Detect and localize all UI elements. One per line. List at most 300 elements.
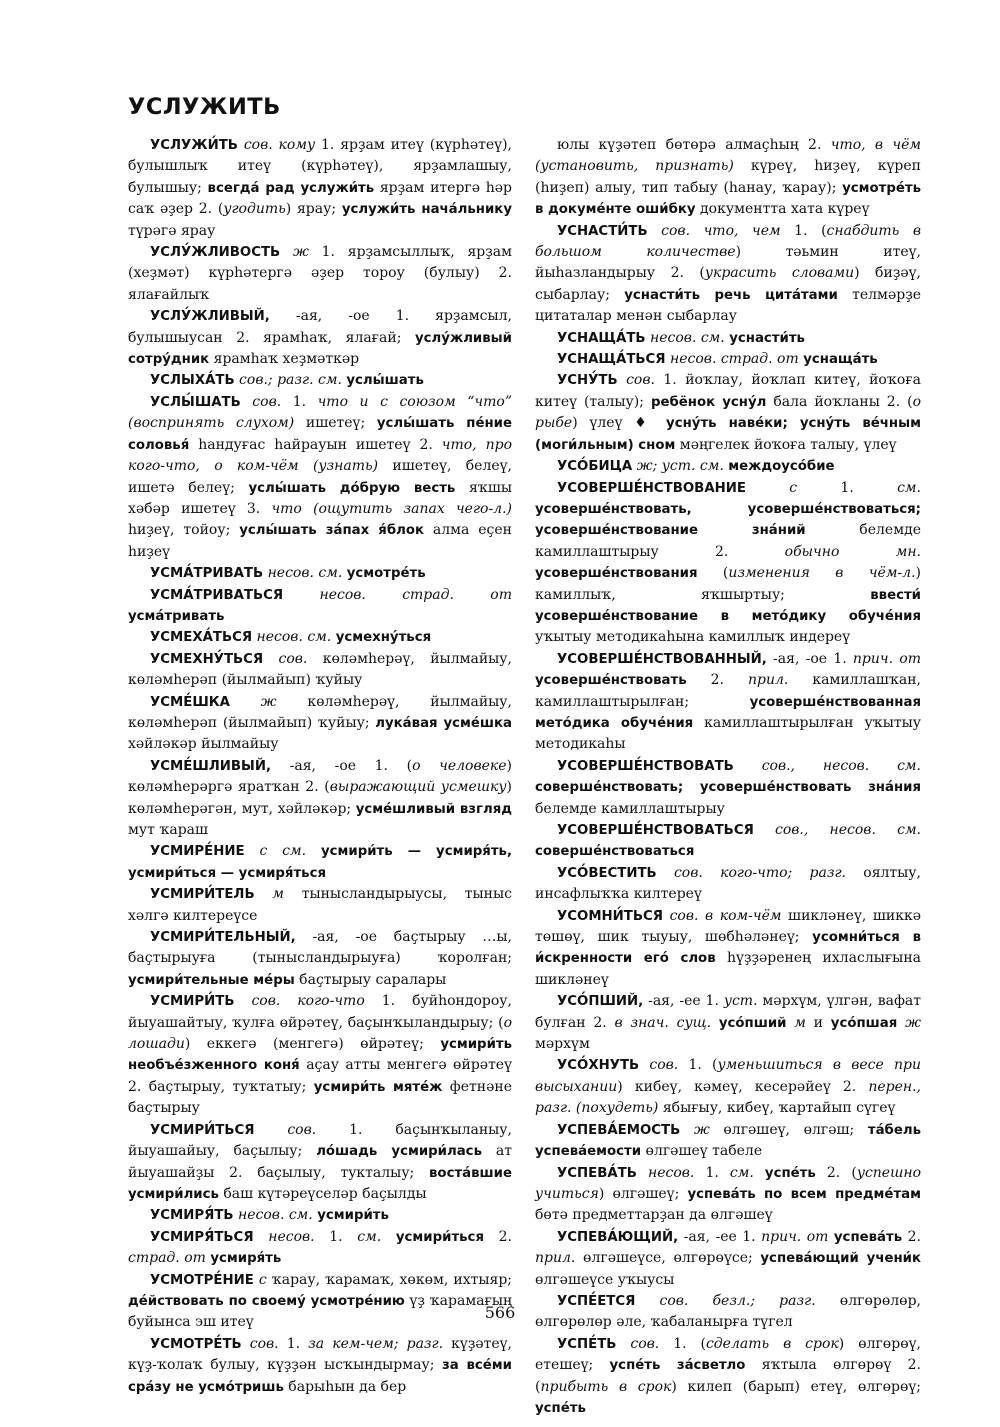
grammar-label: прил. bbox=[535, 1250, 576, 1267]
translation-text: белемде камиллаштырыу bbox=[535, 800, 725, 817]
translation-text: 1. ( bbox=[659, 1335, 706, 1352]
grammar-label: сов. bbox=[630, 1335, 660, 1352]
left-column bbox=[128, 135, 512, 1398]
example-phrase: та́бель успева́емости bbox=[535, 1122, 921, 1160]
grammar-label: сов. кому bbox=[243, 137, 316, 153]
translation-text: көләмһерәү, йылмайыу, көләмһерәп (йылмайып) ҡуйыу bbox=[128, 650, 512, 689]
grammar-label: с см. bbox=[259, 843, 307, 860]
example-phrase: всегда́ рад услужи́ть bbox=[207, 180, 375, 196]
dictionary-entry bbox=[128, 563, 512, 584]
translation-text bbox=[306, 843, 321, 859]
translation-text: -ая, -ое 1. ярҙамсыл, булышыусан 2. ярамһаҡ, ялағай; bbox=[128, 308, 512, 346]
translation-text: 2. bbox=[483, 1228, 513, 1245]
example-phrase: междоусо́бие bbox=[728, 459, 835, 475]
grammar-label: сов. bbox=[649, 1057, 679, 1074]
translation-text: өлгәшеү табеле bbox=[641, 1143, 763, 1160]
example-phrase: усмири́ть — усмиря́ть, усмири́ться — усмиря́ться bbox=[128, 844, 513, 881]
grammar-label: несов. см. bbox=[256, 629, 332, 646]
example-phrase: ребёнок усну́л bbox=[650, 394, 767, 410]
translation-text: баш күтәреүселәр баҫылды bbox=[218, 1185, 427, 1202]
translation-text: ) өлгәшеү; bbox=[598, 1185, 688, 1202]
translation-text: ҡарау, ҡарамаҡ, хөкөм, ихтыяр; bbox=[266, 1271, 513, 1288]
headword: УСМА́ТРИВАТЬ bbox=[150, 566, 264, 582]
headword: УСМИРЯ́ТЬСЯ bbox=[150, 1229, 254, 1245]
example-phrase: усмехну́ться bbox=[335, 630, 432, 646]
headword: УСОМНИ́ТЬСЯ bbox=[557, 908, 664, 924]
translation-text: һандуғас һайрауын ишетеү 2. bbox=[189, 436, 442, 453]
dictionary-entry bbox=[128, 370, 512, 391]
grammar-label: см. bbox=[897, 479, 921, 496]
translation-text: уҡытыу методикаһына камиллыҡ индереү bbox=[535, 629, 851, 646]
example-phrase: успева́ть по всем предме́там bbox=[687, 1186, 921, 1202]
grammar-label: за кем-чем; разг. bbox=[308, 1335, 444, 1352]
grammar-label: о лошади bbox=[128, 1014, 512, 1053]
grammar-label: сов. безл.; разг. bbox=[659, 1292, 816, 1309]
translation-text: 1. ярҙам итеү (күрһәтеү), булышлыҡ итеү (күрһәтеү), ярҙамлашыу, булышыу; bbox=[128, 137, 512, 196]
translation-text: 2. bbox=[902, 1228, 921, 1245]
translation-text: документта хата күреү bbox=[695, 201, 870, 218]
example-phrase: усо́пшая bbox=[830, 1015, 898, 1031]
headword: УСМЕХНУ́ТЬСЯ bbox=[150, 651, 264, 667]
grammar-label: прибыть в срок bbox=[540, 1378, 672, 1395]
dictionary-entry bbox=[128, 627, 512, 648]
translation-text: яҡшы хәбәр ишетеү 3. bbox=[128, 479, 512, 517]
dictionary-entry bbox=[535, 328, 921, 349]
translation-text: өлгәшеүсе уҡыусы bbox=[535, 1271, 675, 1288]
example-phrase: успе́ть bbox=[535, 1400, 586, 1416]
headword: УСМИРИ́ТЕЛЬНЫЙ, bbox=[150, 930, 296, 946]
translation-text: һиҙеү, тойоу; bbox=[128, 522, 240, 539]
example-phrase: усмотре́ть в докуме́нте оши́бку bbox=[535, 180, 921, 218]
translation-text: ) көләмһерәргә яратҡан 2. ( bbox=[128, 757, 512, 796]
dictionary-entry bbox=[535, 820, 921, 863]
dictionary-entry bbox=[535, 1334, 921, 1420]
translation-text bbox=[242, 1336, 250, 1352]
translation-text: ) камиллыҡ, яҡшыртыу; bbox=[535, 565, 921, 603]
translation-text: хәйләкәр йылмайыу bbox=[128, 736, 279, 753]
dictionary-entry bbox=[128, 135, 512, 242]
dictionary-entry bbox=[128, 1227, 512, 1270]
translation-text bbox=[618, 372, 626, 388]
headword: УСПЕ́ТЬ bbox=[557, 1336, 617, 1352]
example-phrase: услы́шать до́брую весть bbox=[248, 480, 456, 496]
translation-text: бөтә предметтарҙан да өлгәшеү bbox=[535, 1207, 773, 1224]
dictionary-entry bbox=[128, 927, 512, 991]
headword: УСНАЩА́ТЬ bbox=[557, 330, 646, 346]
translation-text: үҙ ҡарамағың буйынса эш итеү bbox=[128, 1292, 513, 1331]
headword: УСО́БИЦА bbox=[557, 459, 633, 475]
translation-text: камиллашҡан, камиллаштырылған; bbox=[535, 672, 921, 710]
dictionary-entry bbox=[535, 370, 921, 456]
grammar-label: см. bbox=[357, 1228, 382, 1245]
translation-text: өлгәшеүсе, өлгөрөүсе; bbox=[575, 1250, 761, 1267]
translation-text bbox=[637, 1165, 648, 1181]
grammar-label: м bbox=[794, 1014, 806, 1031]
example-phrase: успе́ть за́светло bbox=[609, 1358, 746, 1374]
example-phrase: успе́ть bbox=[764, 1165, 816, 1181]
translation-text: ярҙам итергә һәр саҡ әҙер 2. ( bbox=[128, 179, 512, 218]
translation-text: -ая, -ее 1. bbox=[643, 993, 724, 1010]
translation-text: фетнәне баҫтырыу bbox=[128, 1078, 512, 1117]
example-phrase: усоверше́нствовать bbox=[535, 673, 687, 689]
translation-text: ябығыу, кибеү, ҡартайып сүгеү bbox=[658, 1100, 896, 1117]
translation-text bbox=[711, 1015, 719, 1031]
example-phrase: усмири́ть мяте́ж bbox=[313, 1079, 443, 1095]
headword: УСМЕХА́ТЬСЯ bbox=[150, 630, 253, 646]
translation-text: телмәрҙе цитаталар менән сыбарлау bbox=[535, 286, 921, 325]
translation-text: ) тәьмин итеү, йыһазландырыу 2. ( bbox=[535, 244, 921, 282]
translation-text: ) кибеү, кәмеү, кесерәйеү 2. bbox=[617, 1078, 869, 1095]
example-phrase: усме́шливый взгляд bbox=[355, 801, 512, 817]
headword: УСМИРЕ́НИЕ bbox=[150, 844, 245, 860]
translation-text bbox=[734, 758, 762, 774]
translation-text: ) үлеү ♦ bbox=[572, 415, 667, 432]
translation-text: ) өлгөрөү, етешеү; bbox=[535, 1335, 921, 1374]
headword: УСПЕВА́ЮЩИЙ, bbox=[557, 1229, 679, 1245]
grammar-label: несов. страд. от bbox=[319, 586, 512, 603]
dictionary-entry bbox=[128, 392, 512, 563]
translation-text: 1. bbox=[694, 1164, 730, 1181]
translation-text: 1. ( bbox=[780, 222, 827, 239]
dictionary-entry bbox=[128, 756, 512, 842]
grammar-label: несов. страд. от bbox=[670, 351, 799, 368]
example-phrase: усмири́ть bbox=[317, 1208, 389, 1224]
dictionary-entry bbox=[128, 1270, 512, 1334]
example-phrase: за все́ми сра́зу не усмо́тришь bbox=[128, 1358, 512, 1395]
translation-text bbox=[897, 1015, 905, 1031]
translation-text bbox=[280, 244, 293, 260]
translation-text bbox=[381, 1229, 396, 1245]
headword: УСО́ВЕСТИТЬ bbox=[557, 865, 657, 881]
translation-text: бала йоҡланы 2. ( bbox=[766, 393, 913, 410]
headword: УСПЕВА́ТЬ bbox=[557, 1165, 637, 1181]
grammar-label: уст. bbox=[723, 993, 758, 1010]
translation-text: мут ҡараш bbox=[128, 822, 209, 838]
grammar-label: что, про кого-что, о ком-чём (узнать) bbox=[128, 436, 512, 475]
translation-text bbox=[754, 822, 775, 838]
example-phrase: усоверше́нствовать, усоверше́нствоваться; усоверше́нствование зна́ний bbox=[535, 501, 921, 539]
translation-text: -ая, -ое 1. ( bbox=[271, 757, 413, 774]
example-phrase: усма́тривать bbox=[128, 608, 225, 624]
example-phrase: соверше́нствовать; усоверше́нствовать зна́ния bbox=[535, 780, 921, 796]
example-phrase: усмири́ть необъе́зженного коня́ bbox=[128, 1037, 512, 1074]
grammar-label: с bbox=[258, 1271, 267, 1288]
translation-text: аҫау атты менгегә өйрәтеү 2. баҫтырыу, туҡтатыу; bbox=[128, 1057, 513, 1095]
dictionary-entry bbox=[535, 756, 921, 820]
grammar-label: успешно учиться bbox=[535, 1164, 922, 1202]
translation-text bbox=[680, 1122, 694, 1138]
dictionary-entry bbox=[535, 1227, 921, 1291]
grammar-label: ж bbox=[905, 1014, 922, 1031]
example-phrase: услы́шать за́пах я́блок bbox=[239, 523, 425, 539]
grammar-label: прич. от bbox=[852, 650, 921, 667]
grammar-label: несов. bbox=[647, 1164, 695, 1181]
grammar-label: в знач. сущ. bbox=[614, 1014, 712, 1031]
dictionary-entry bbox=[535, 906, 921, 992]
example-phrase: усо́пший bbox=[718, 1015, 787, 1031]
dictionary-entry bbox=[128, 306, 512, 370]
headword: УСО́ХНУТЬ bbox=[557, 1058, 640, 1074]
translation-text: өлгөрөлөр, өлгөрөлөр әле, ҡабаланырға түгел bbox=[535, 1292, 921, 1331]
grammar-label: украсить словами bbox=[704, 265, 855, 282]
example-phrase: ло́шадь усмири́лась bbox=[316, 1144, 482, 1160]
grammar-label: что, в чём (установить, признать) bbox=[535, 137, 922, 175]
dictionary-entry bbox=[535, 478, 921, 649]
grammar-label: что (ощутить запах чего-л.) bbox=[271, 500, 513, 517]
headword: УСПЕ́ЕТСЯ bbox=[557, 1293, 636, 1309]
dictionary-entry bbox=[535, 1055, 921, 1119]
translation-text: баҫтырыу саралары bbox=[294, 971, 447, 988]
dictionary-entry bbox=[128, 585, 512, 628]
translation-text: ) ярау; bbox=[285, 201, 342, 218]
translation-text bbox=[648, 223, 662, 239]
dictionary-entry bbox=[128, 242, 512, 306]
dictionary-entry bbox=[535, 991, 921, 1055]
grammar-label: сов. bbox=[278, 650, 308, 667]
translation-text: ат йыуашайҙы 2. баҫылыу, тукталыу; bbox=[128, 1143, 512, 1181]
headword: УСОВЕРШЕ́НСТВОВАННЫЙ, bbox=[557, 651, 767, 667]
headword: УСМИРИ́ТЕЛЬ bbox=[150, 887, 255, 903]
dictionary-entry bbox=[535, 135, 921, 221]
grammar-label: сов. bbox=[626, 372, 655, 389]
translation-text: и bbox=[805, 1014, 831, 1031]
example-phrase: уснасти́ть речь цита́тами bbox=[624, 287, 838, 303]
example-phrase: уснаща́ть bbox=[803, 352, 878, 368]
dictionary-entry bbox=[128, 1334, 512, 1398]
grammar-label: о человеке bbox=[412, 757, 507, 774]
translation-text bbox=[245, 843, 260, 859]
translation-text: камиллаштырылған уҡытыу методикаһы bbox=[535, 714, 921, 753]
translation-text bbox=[254, 1229, 269, 1245]
translation-text: алма еҫен һиҙеү bbox=[128, 522, 513, 560]
headword: УСНАСТИ́ТЬ bbox=[557, 223, 648, 239]
example-phrase: де́йствовать по своему́ усмотре́нию bbox=[128, 1293, 405, 1309]
translation-text: ( bbox=[697, 565, 729, 582]
dictionary-entry bbox=[535, 349, 921, 370]
example-phrase: усомни́ться в и́скренности его́ слов bbox=[535, 930, 921, 967]
grammar-label: сов. кого-что bbox=[251, 993, 365, 1010]
headword: УСЛУЖИ́ТЬ bbox=[150, 138, 238, 153]
translation-text bbox=[263, 651, 278, 667]
dictionary-entry bbox=[128, 692, 512, 756]
example-phrase: усмотре́ть bbox=[346, 566, 426, 582]
grammar-label: о рыбе bbox=[535, 393, 921, 432]
grammar-label: угодить bbox=[223, 201, 286, 218]
translation-text: оялтыу, инсафлыҡҡа килтереү bbox=[535, 864, 921, 903]
dictionary-entry bbox=[535, 221, 921, 328]
grammar-label: ж bbox=[292, 244, 309, 261]
grammar-label: сов. bbox=[249, 1335, 279, 1352]
translation-text: ) килеп (барып) етеү, өлгөрөү; bbox=[671, 1378, 922, 1395]
headword: УСМИРИ́ТЬ bbox=[150, 994, 235, 1010]
translation-text bbox=[754, 1165, 765, 1181]
translation-text: күреү, һиҙеү, күреп (һиҙеп) алыу, тип табыу (һанау, ҡарау); bbox=[535, 158, 922, 196]
translation-text: түрәгә ярау bbox=[128, 222, 216, 239]
example-phrase: усоверше́нствования bbox=[535, 566, 698, 582]
grammar-label: см. bbox=[729, 1164, 754, 1181]
translation-text: 1. bbox=[281, 393, 318, 410]
grammar-label: ж bbox=[693, 1121, 710, 1138]
translation-text: -ая, -ое баҫтырыу …ы, баҫтырыуға (тынысландырыуға) ҡоролған; bbox=[128, 929, 512, 967]
dictionary-entry bbox=[535, 1163, 921, 1227]
translation-text: 2. bbox=[686, 672, 748, 689]
example-phrase: услы́шать пе́ние соловья́ bbox=[128, 416, 512, 453]
right-column bbox=[535, 135, 921, 1419]
grammar-label: сов. кого-что; разг. bbox=[673, 864, 846, 881]
translation-text: 1. буйһондороу, йыуашайтыу, ҡулға өйрәтеү, баҫынҡыландырыу; ( bbox=[128, 993, 512, 1031]
grammar-label: перен., разг. (похудеть) bbox=[535, 1078, 921, 1117]
translation-text bbox=[230, 694, 261, 710]
translation-text: ) биҙәү, сыбарлау; bbox=[535, 265, 921, 303]
headword: УСПЕВА́ЕМОСТЬ bbox=[557, 1122, 681, 1138]
translation-text bbox=[255, 886, 273, 902]
dictionary-entry bbox=[128, 884, 512, 927]
headword: УСОВЕРШЕ́НСТВОВАТЬСЯ bbox=[557, 823, 754, 838]
example-phrase: соверше́нствоваться bbox=[535, 844, 695, 860]
translation-text: көләмһерәү, йылмайыу, көләмһерәп (йылмайып) ҡуйыу; bbox=[128, 693, 512, 731]
example-phrase: уснасти́ть bbox=[729, 330, 805, 346]
grammar-label: сов. bbox=[252, 393, 282, 410]
headword: УСМОТРЕ́ТЬ bbox=[150, 1336, 242, 1352]
translation-text: 1. ярҙамсыллыҡ, ярҙам (хеҙмәт) күрһәтергә әҙер тороу (булыу) 2. ялағайлыҡ bbox=[128, 244, 512, 303]
grammar-label: ж bbox=[260, 693, 277, 710]
dictionary-entry bbox=[128, 649, 512, 692]
translation-text: 1. bbox=[278, 1335, 309, 1352]
translation-text: ) көләмһерәгән, мут, хәйләкәр; bbox=[128, 779, 512, 817]
translation-text bbox=[639, 1057, 649, 1073]
translation-text bbox=[746, 480, 789, 496]
dictionary-entry bbox=[128, 991, 512, 1119]
example-phrase: усоверше́нствованная мето́дика обуче́ния bbox=[535, 694, 921, 731]
headword: УСОВЕРШЕ́НСТВОВАТЬ bbox=[557, 758, 734, 774]
example-phrase: усмиря́ть bbox=[210, 1251, 282, 1267]
translation-text: мәрхүм, үлгән, вафат булған 2. bbox=[535, 993, 921, 1031]
translation-text: юлы күҙәтеп бөтөрә алмаҫһың 2. bbox=[557, 137, 831, 153]
headword: УСЛЫ́ШАТЬ bbox=[150, 394, 241, 410]
translation-text: мәрхүм bbox=[535, 1036, 590, 1053]
grammar-label: сов. bbox=[287, 1121, 317, 1138]
grammar-label: прил. bbox=[747, 672, 789, 689]
translation-text: өлгәшеү, өлгәш; bbox=[709, 1121, 868, 1138]
translation-text: барыһын да бер bbox=[283, 1378, 407, 1395]
translation-text: ишетеү; bbox=[294, 415, 377, 432]
translation-text: һүҙҙәренең ихласлығына шикләнеү bbox=[535, 950, 921, 988]
headword: УСМЕ́ШЛИВЫЙ, bbox=[150, 758, 272, 774]
translation-text: яҡтыла өлгөрөү 2. ( bbox=[535, 1357, 921, 1395]
translation-text: ишетеү, белеү, ишетә белеү; bbox=[128, 458, 512, 496]
grammar-label: несов. см. bbox=[238, 1207, 313, 1224]
headword: УСМА́ТРИВАТЬСЯ bbox=[150, 587, 284, 603]
grammar-label: обычно мн. bbox=[784, 543, 921, 560]
example-phrase: услы́шать bbox=[346, 373, 424, 389]
example-phrase: усмири́ться bbox=[395, 1229, 484, 1245]
grammar-label: сделать в срок bbox=[705, 1335, 839, 1352]
headword: УСМИРЯ́ТЬ bbox=[150, 1208, 234, 1224]
translation-text: 1. ( bbox=[678, 1057, 718, 1074]
grammar-label: сов., несов. см. bbox=[775, 822, 921, 838]
grammar-label: сов., несов. см. bbox=[761, 757, 921, 774]
translation-text: ) еккегә (менгегә) өйрәтеү; bbox=[184, 1036, 441, 1053]
translation-text: 2. ( bbox=[815, 1164, 857, 1181]
example-phrase: воста́вшие усмири́лись bbox=[128, 1165, 512, 1202]
headword: УСЛУ́ЖЛИВОСТЬ bbox=[150, 245, 281, 261]
translation-text: 1. баҫынҡыланыу, йыуашайыу, баҫылыу; bbox=[128, 1121, 512, 1160]
page-number: 566 bbox=[484, 1303, 516, 1322]
headword: УСМЕ́ШКА bbox=[150, 694, 230, 710]
grammar-label: с bbox=[789, 479, 798, 496]
example-phrase: усмири́тельные ме́ры bbox=[128, 972, 295, 988]
translation-text bbox=[663, 908, 670, 924]
headword: УСЛЫХА́ТЬ bbox=[150, 373, 235, 389]
dictionary-entry bbox=[128, 1120, 512, 1206]
dictionary-entry bbox=[535, 649, 921, 756]
grammar-label: выражающий усмешку bbox=[329, 779, 507, 796]
dictionary-entry bbox=[128, 1205, 512, 1226]
headword: УСО́ПШИЙ, bbox=[557, 994, 644, 1010]
dictionary-entry bbox=[128, 841, 512, 884]
dictionary-entry bbox=[535, 1120, 921, 1163]
grammar-label: сов.; разг. см. bbox=[239, 372, 342, 389]
translation-text bbox=[241, 394, 253, 410]
translation-text: 1. йоҡлау, йоҡлап китеү, йоҡоға китеү (талыу); bbox=[535, 372, 921, 410]
example-phrase: успева́ть bbox=[833, 1229, 903, 1245]
headword: УСМИРИ́ТЬСЯ bbox=[150, 1122, 255, 1138]
example-phrase: ввести́ усоверше́нствование в мето́дику обуче́ния bbox=[535, 587, 921, 624]
grammar-label: уменьшиться в весе при высыхании bbox=[535, 1057, 921, 1095]
translation-text: шикләнеү, шиккә төшөү, шик тыуыу, шөбһәләнеү; bbox=[535, 907, 921, 946]
translation-text: белемде камиллаштырыу 2. bbox=[535, 522, 921, 560]
grammar-label: изменения в чём-л. bbox=[728, 565, 916, 582]
translation-text: ярамһаҡ хеҙмәткәр bbox=[209, 351, 360, 368]
grammar-label: сов. в ком-чём bbox=[669, 907, 782, 924]
translation-text bbox=[616, 1336, 630, 1352]
dictionary-entry bbox=[535, 456, 921, 477]
headword: УСМОТРЕ́НИЕ bbox=[150, 1272, 254, 1288]
translation-text: 1. bbox=[797, 479, 898, 496]
translation-text: 1. bbox=[314, 1228, 358, 1245]
grammar-label: ж; уст. см. bbox=[636, 458, 724, 475]
translation-text: -ая, -ое 1. bbox=[766, 650, 853, 667]
grammar-label: что и с союзом “что” (воспринять слухом) bbox=[128, 393, 512, 432]
example-phrase: услу́жливый сотру́дник bbox=[128, 330, 512, 368]
example-phrase: успева́ющий учени́к bbox=[760, 1251, 922, 1267]
grammar-label: несов. bbox=[268, 1228, 315, 1245]
running-head: УСЛУЖИТЬ bbox=[128, 94, 281, 120]
grammar-label: несов. см. bbox=[650, 329, 725, 346]
translation-text bbox=[254, 1122, 287, 1138]
grammar-label: м bbox=[272, 886, 284, 903]
example-phrase: усну́ть наве́ки; усну́ть ве́чным (моги́льным) сном bbox=[535, 416, 921, 453]
headword: УСНУ́ТЬ bbox=[557, 373, 618, 389]
dictionary-entry bbox=[535, 863, 921, 906]
translation-text: -ая, -ее 1. bbox=[678, 1228, 762, 1245]
grammar-label: страд. от bbox=[128, 1250, 206, 1267]
translation-text bbox=[657, 865, 674, 881]
example-phrase: лука́вая усме́шка bbox=[375, 715, 513, 731]
translation-text bbox=[283, 587, 319, 603]
translation-text: тынысландырыусы, тыныс хәлгә килтереүсе bbox=[128, 886, 512, 924]
translation-text: мәңгелек йоҡоға талыу, үлеү bbox=[675, 436, 897, 453]
translation-text: күҙәтеү, күҙ-ҡолаҡ булыу, күҙҙән ысҡындырмау; bbox=[128, 1335, 513, 1374]
grammar-label: прич. от bbox=[761, 1228, 829, 1245]
headword: УСЛУ́ЖЛИВЫЙ, bbox=[150, 309, 270, 325]
translation-text bbox=[234, 993, 251, 1009]
grammar-label: снабдить в большом количестве bbox=[535, 222, 921, 261]
headword: УСНАЩА́ТЬСЯ bbox=[557, 352, 666, 368]
headword: УСОВЕРШЕ́НСТВОВАНИЕ bbox=[557, 480, 746, 496]
grammar-label: сов. что, чем bbox=[661, 222, 781, 239]
grammar-label: несов. см. bbox=[267, 565, 343, 582]
